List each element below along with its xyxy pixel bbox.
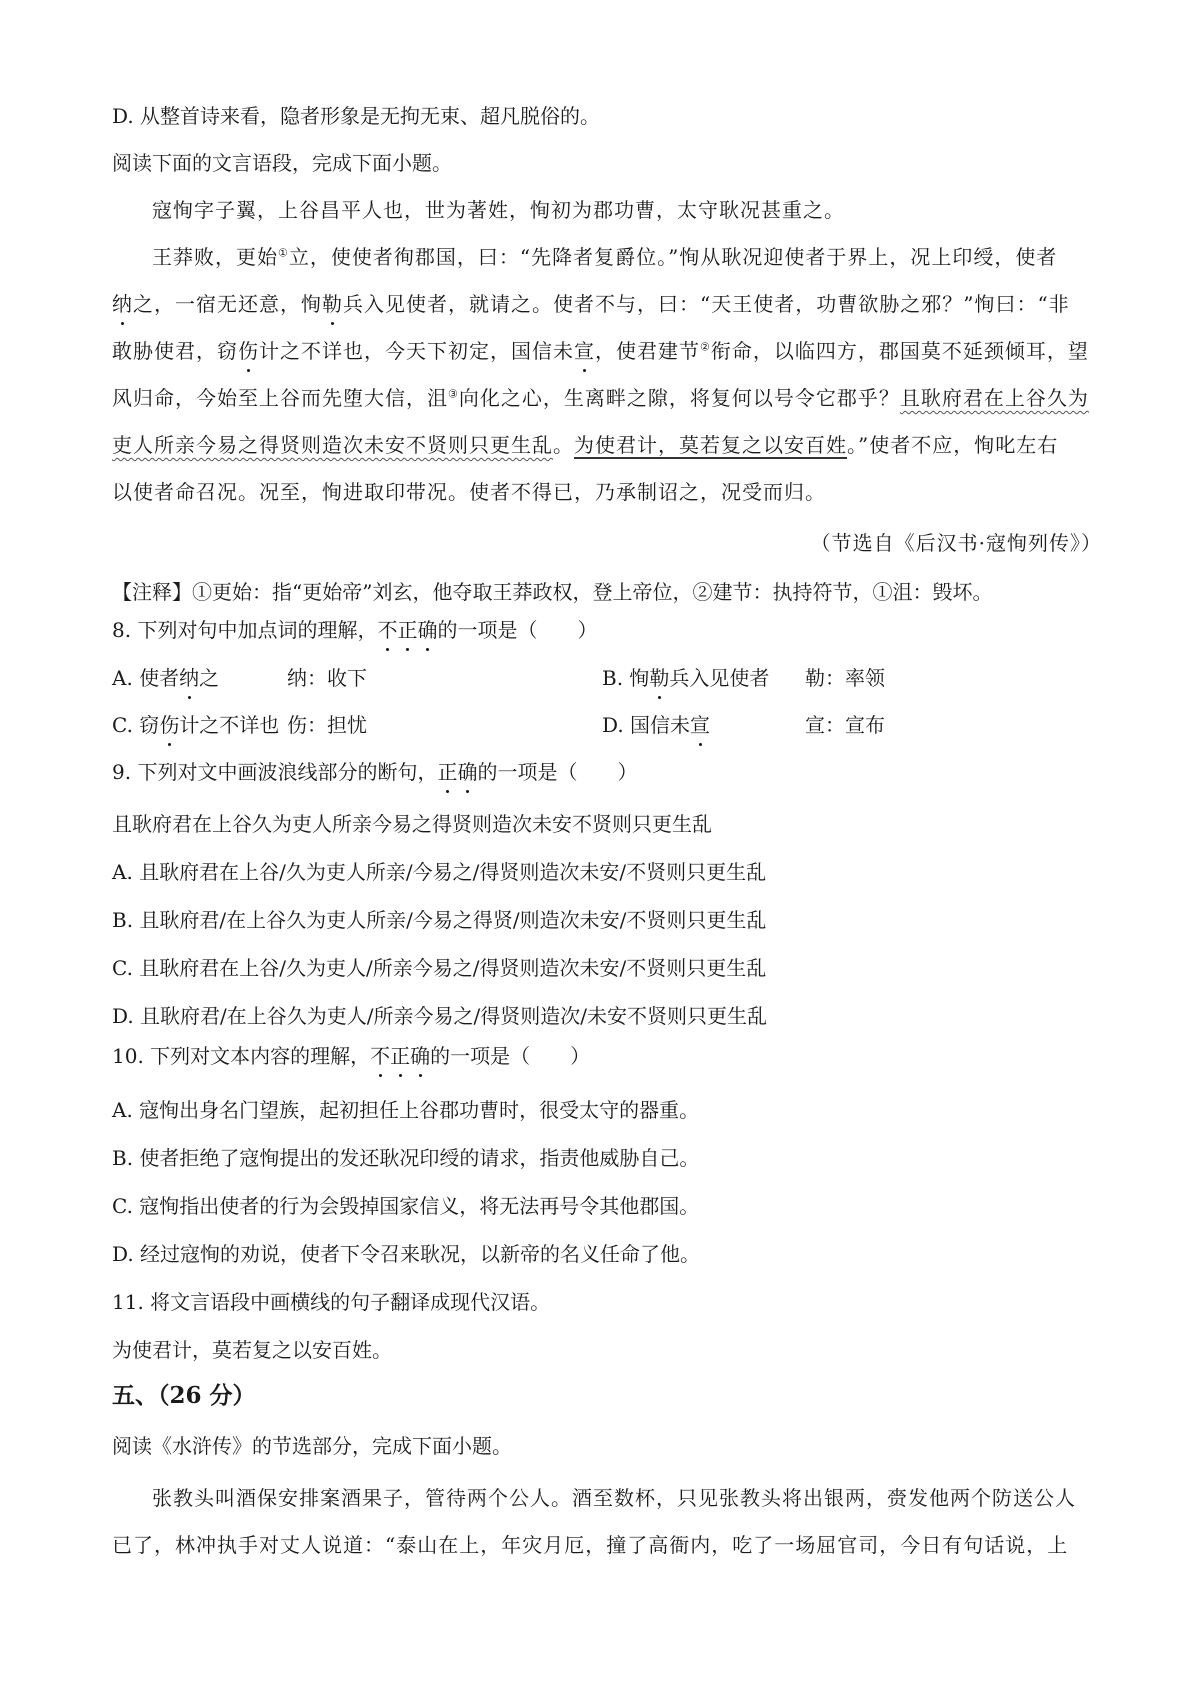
q8-option-a: A. 使者纳之 [112,666,220,690]
q10-option-a: A. 寇恂出身名门望族，起初担任上谷郡功曹时，很受太守的器重。 [112,1098,700,1122]
q8-option-b: B. 恂勒兵入见使者 [602,666,770,690]
shuihu-para1-line2: 已了，林冲执手对丈人说道：“泰山在上，年灾月厄，撞了高衙内，吃了一场屈官司，今日有句话说，上 [112,1533,1069,1557]
q11-sentence: 为使君计，莫若复之以安百姓。 [112,1338,392,1362]
dotted-word-le: 勒 [322,292,343,316]
passage-para2-line2: 纳之，一宿无还意，恂勒兵入见使者，就请之。使者不与，曰：“天王使者，功曹欲胁之邪？”恂曰：“非 [112,292,1070,316]
q8-stem: 8. 下列对句中加点词的理解，不正确的一项是（ ） [112,618,598,642]
q9-option-d: D. 且耿府君/在上谷久为吏人/所亲今易之/得贤则造次/未安不贤则只更生乱 [112,1004,767,1028]
q8-option-d: D. 国信未宣 [602,713,711,737]
q8-option-c: C. 窃伤计之不详也 [112,713,280,737]
q11-stem: 11. 将文言语段中画横线的句子翻译成现代汉语。 [112,1290,551,1314]
section5-heading: 五、（26 分） [112,1382,256,1409]
q9-option-a: A. 且耿府君在上谷/久为吏人所亲/今易之/得贤则造次未安/不贤则只更生乱 [112,860,767,884]
footnote-marker-2: ② [700,340,711,354]
q7-option-d: D. 从整首诗来看，隐者形象是无拘无束、超凡脱俗的。 [112,104,601,128]
q8-option-c-gloss: 伤：担忧 [287,713,367,737]
passage-para2-line6: 以使者命召况。况至，恂进取印带况。使者不得已，乃承制诏之，况受而归。 [112,480,826,504]
footnote-marker-3: ③ [448,387,459,401]
q9-stem: 9. 下列对文中画波浪线部分的断句，正确的一项是（ ） [112,760,638,784]
wavy-underlined-text: 且耿府君在上谷久为 [899,386,1089,410]
q8-option-a-gloss: 纳：收下 [287,666,367,690]
passage-para2-line5: 吏人所亲今易之得贤则造次未安不贤则只更生乱。为使君计，莫若复之以安百姓。”使者不应，恂叱左右 [112,433,1059,457]
wavy-underlined-text-cont: 吏人所亲今易之得贤则造次未安不贤则只更生乱 [112,433,553,457]
q9-option-c: C. 且耿府君在上谷/久为吏人/所亲今易之/得贤则造次未安/不贤则只更生乱 [112,956,767,980]
passage-source: （节选自《后汉书·寇恂列传》） [810,531,1102,555]
q9-option-b: B. 且耿府君/在上谷久为吏人所亲/今易之得贤/则造次未安/不贤则只更生乱 [112,908,767,932]
q10-option-d: D. 经过寇恂的劝说，使者下令召来耿况，以新帝的名义任命了他。 [112,1242,701,1266]
q8-option-b-gloss: 勒：率领 [805,666,885,690]
passage-para1: 寇恂字子翼，上谷昌平人也，世为著姓，恂初为郡功曹，太守耿况甚重之。 [152,198,845,222]
passage-para2-line4: 风归命，今始至上谷而先堕大信，沮③向化之心，生离畔之隙，将复何以号令它郡乎？且耿府君在上谷久为 [112,386,1089,410]
passage-para2-line1: 王莽败，更始①立，使使者徇郡国，曰：“先降者复爵位。”恂从耿况迎使者于界上，况上印绶，使者 [152,245,1058,269]
section5-intro: 阅读《水浒传》的节选部分，完成下面小题。 [112,1434,512,1458]
q10-option-b: B. 使者拒绝了寇恂提出的发还耿况印绶的请求，指责他威胁自己。 [112,1146,700,1170]
footnote-marker-1: ① [278,246,289,260]
dotted-word-na: 纳 [112,292,133,316]
q8-option-d-gloss: 宣：宣布 [805,713,885,737]
passage-para2-line3: 敢胁使君，窃伤计之不详也，今天下初定，国信未宣，使君建节②衔命，以临四方，郡国莫不延颈倾耳，望 [112,339,1089,363]
straight-underlined-sentence: 为使君计，莫若复之以安百姓 [574,433,847,457]
dotted-word-shang: 伤 [238,339,259,363]
q9-sentence: 且耿府君在上谷久为吏人所亲今易之得贤则造次未安不贤则只更生乱 [112,812,712,836]
q10-option-c: C. 寇恂指出使者的行为会毁掉国家信义，将无法再号令其他郡国。 [112,1194,700,1218]
dotted-word-xuan: 宣 [574,339,595,363]
q10-stem: 10. 下列对文本内容的理解，不正确的一项是（ ） [112,1044,591,1068]
shuihu-para1-line1: 张教头叫酒保安排案酒果子，管待两个公人。酒至数杯，只见张教头将出银两，赍发他两个防送公人 [152,1486,1076,1510]
section4-intro: 阅读下面的文言语段，完成下面小题。 [112,151,452,175]
annotation-notes: 【注释】①更始：指“更始帝”刘玄，他夺取王莽政权，登上帝位，②建节：执持符节，①沮：毁坏。 [112,580,993,604]
